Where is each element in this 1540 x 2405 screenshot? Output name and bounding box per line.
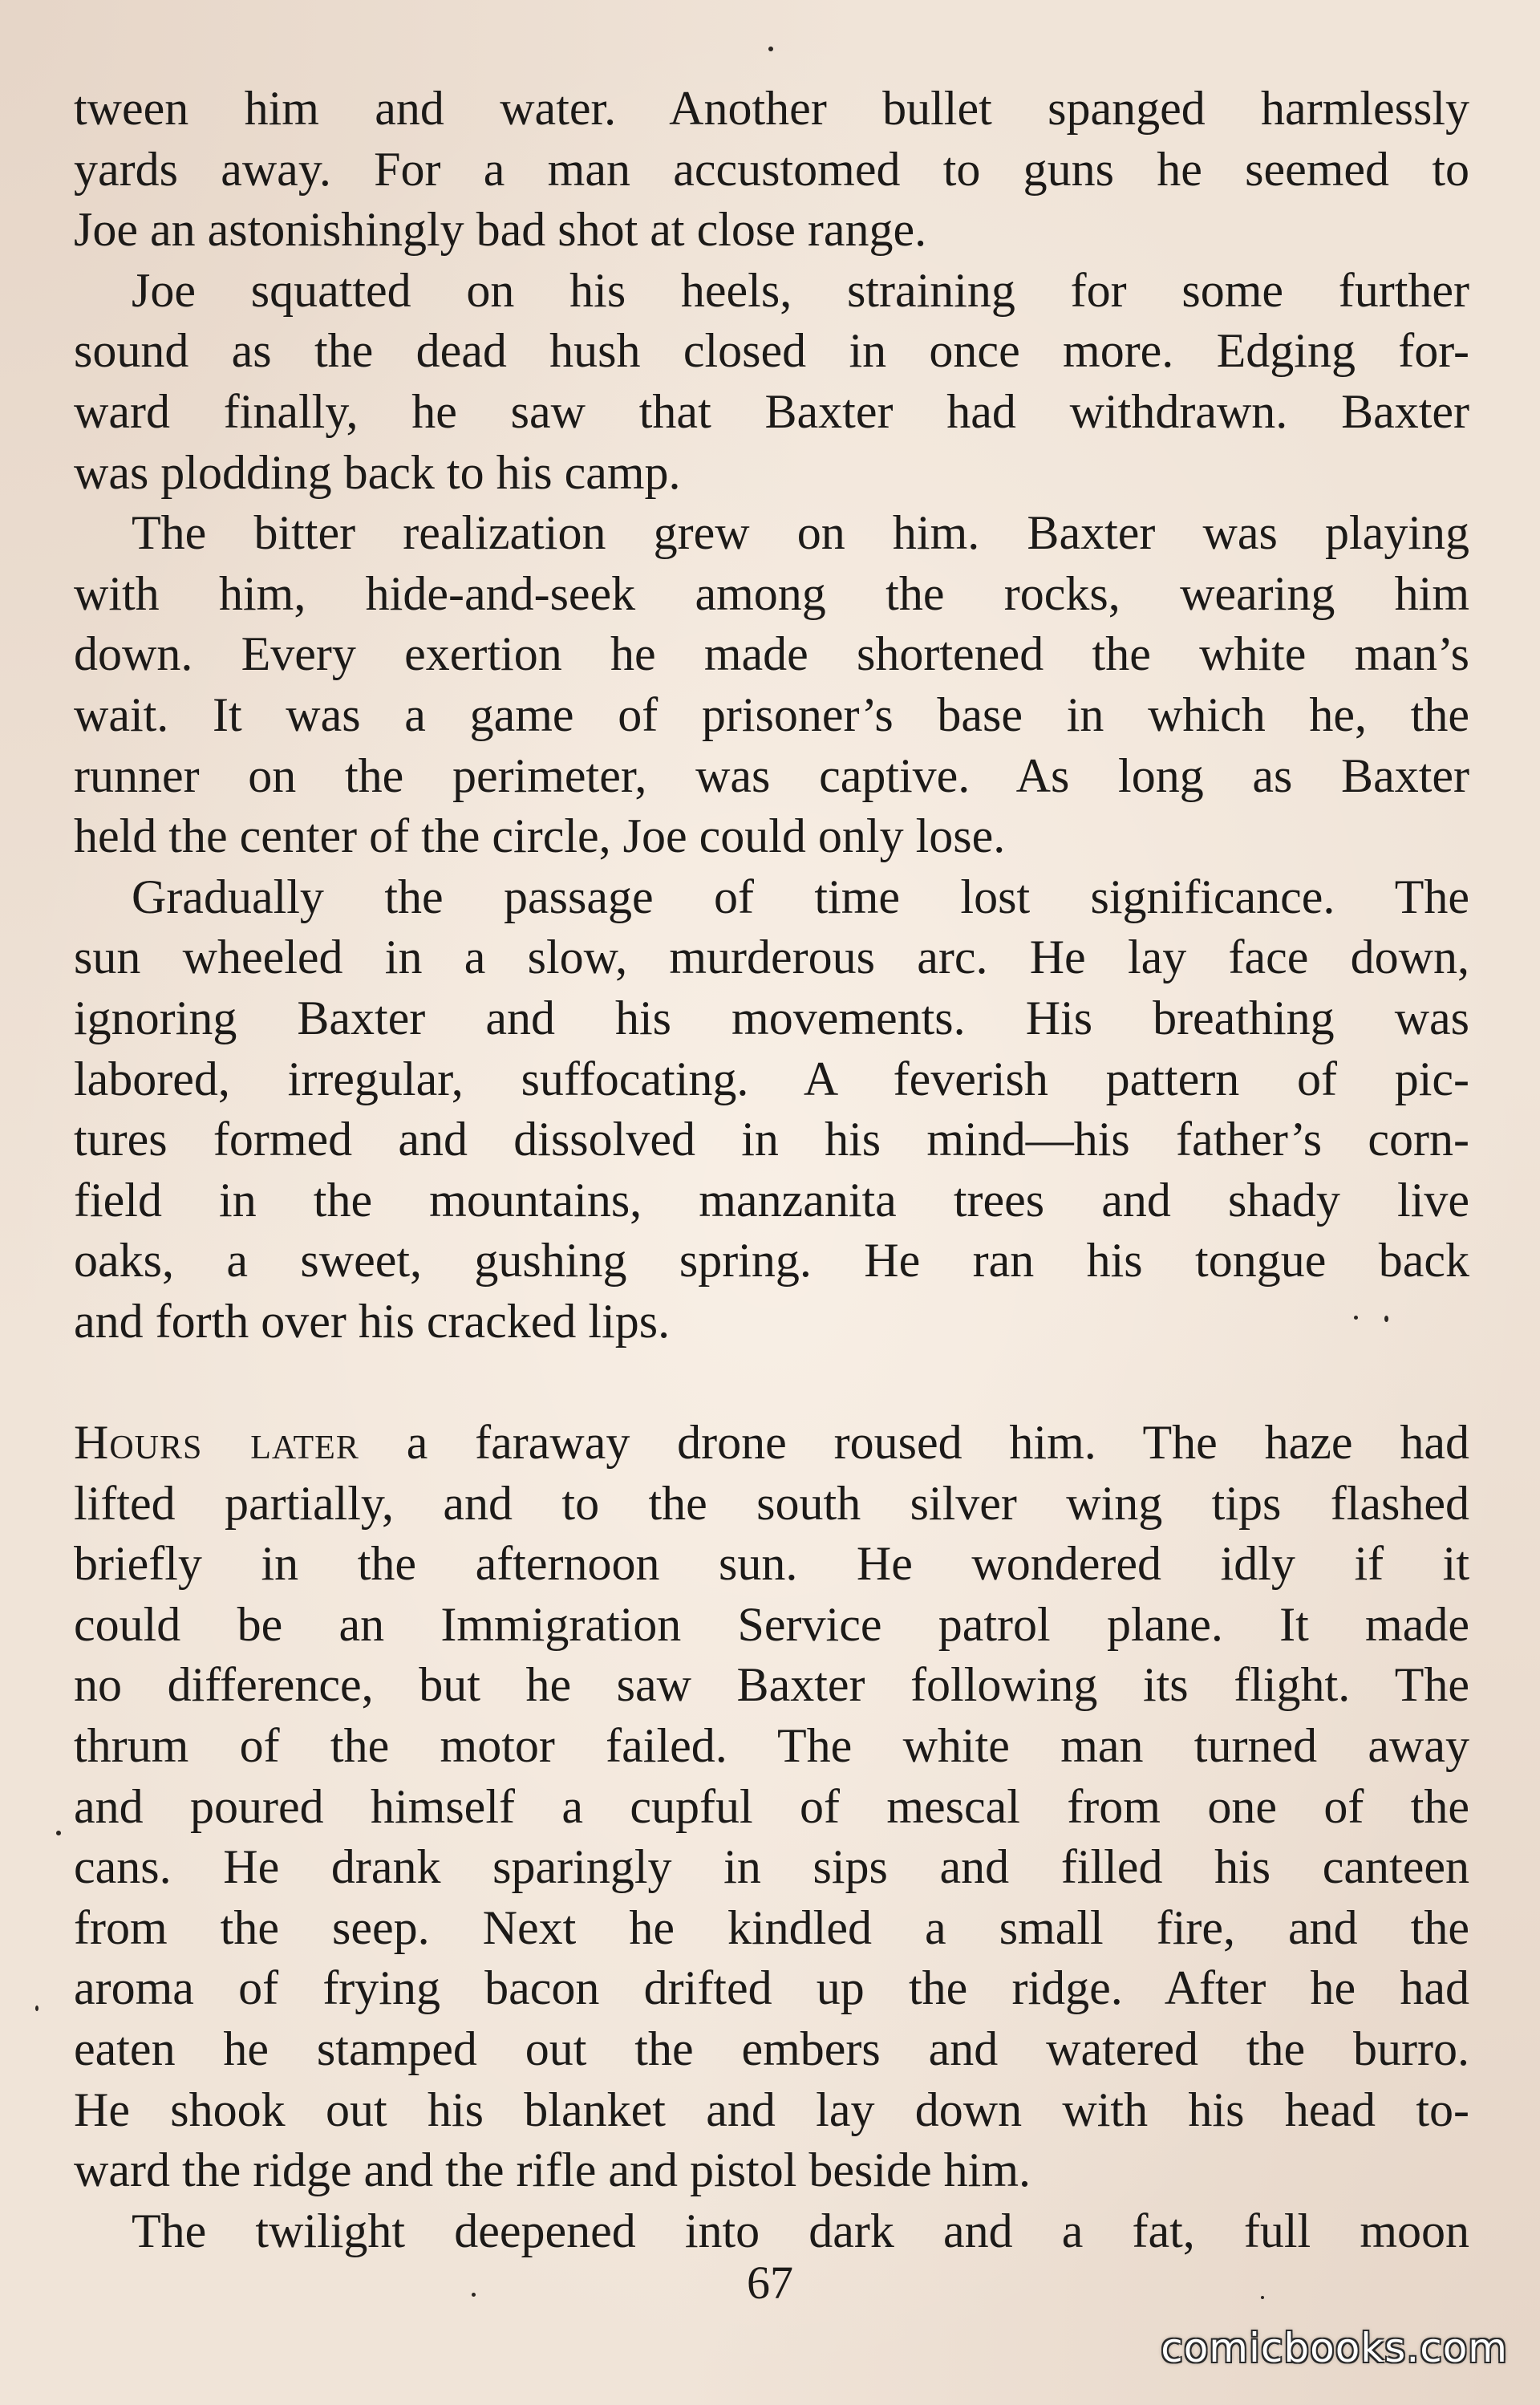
text-line: down. Every exertion he made shortened the white man’s (74, 627, 1469, 681)
text-line: runner on the perimeter, was captive. As long as Baxter (74, 748, 1469, 802)
text-line: aroma of frying bacon drifted up the ridge. After he had (74, 1961, 1469, 2015)
paragraph (74, 2201, 1469, 2262)
section-break-space (74, 1352, 1469, 1413)
print-speck (768, 47, 773, 51)
text-line: ignoring Baxter and his movements. His breathing was (74, 991, 1469, 1044)
print-speck (56, 1831, 61, 1835)
text-line: sun wheeled in a slow, murderous arc. He lay face down, (74, 931, 1469, 984)
watermark: comicbooks.com (1161, 2325, 1508, 2371)
text-line: no difference, but he saw Baxter following its flight. The (74, 1658, 1469, 1712)
text-line: Joe an astonishingly bad shot at close range. (74, 203, 927, 257)
text-line: labored, irregular, suffocating. A feverish pattern of pic- (74, 1052, 1469, 1105)
text-line: ward the ridge and the rifle and pistol beside him. (74, 2143, 1031, 2197)
section-first-line-rest: a faraway drone roused him. The haze had (359, 1416, 1469, 1470)
text-line: He shook out his blanket and lay down with his head to- (74, 2083, 1469, 2136)
text-line: tures formed and dissolved in his mind—his father’s corn- (74, 1113, 1469, 1166)
print-speck (1261, 2296, 1264, 2299)
paragraph (74, 867, 1469, 1353)
section-lead-in: Hours later (74, 1416, 359, 1470)
text-line: sound as the dead hush closed in once more. Edging for- (74, 324, 1469, 378)
print-speck (35, 2006, 38, 2011)
text-line: Gradually the passage of time lost significance. The (132, 870, 1469, 923)
paragraph (74, 79, 1469, 261)
text-line (74, 1413, 1469, 1474)
print-speck (1384, 1316, 1388, 1322)
text-line: oaks, a sweet, gushing spring. He ran his tongue back (74, 1234, 1469, 1288)
page-text-block (74, 79, 1469, 2261)
text-line: eaten he stamped out the embers and watered the burro. (74, 2022, 1469, 2075)
print-speck (472, 2293, 476, 2297)
text-line: and poured himself a cupful of mescal from one of the (74, 1779, 1469, 1833)
text-line: The bitter realization grew on him. Baxter was playing (132, 506, 1469, 560)
text-line: ward finally, he saw that Baxter had withdrawn. Baxter (74, 384, 1469, 438)
text-line: The twilight deepened into dark and a fat, full moon (132, 2204, 1469, 2257)
page-number: 67 (747, 2257, 793, 2309)
text-line: thrum of the motor failed. The white man turned away (74, 1719, 1469, 1773)
text-line: held the center of the circle, Joe could only lose. (74, 809, 1006, 863)
text-line: wait. It was a game of prisoner’s base in which he, the (74, 687, 1469, 741)
text-line: with him, hide-and-seek among the rocks, wearing him (74, 566, 1469, 620)
text-line: field in the mountains, manzanita trees and shady live (74, 1173, 1469, 1227)
text-line: could be an Immigration Service patrol plane. It made (74, 1597, 1469, 1651)
print-speck (1354, 1316, 1358, 1320)
text-line: from the seep. Next he kindled a small fire, and the (74, 1900, 1469, 1954)
text-line: yards away. For a man accustomed to guns he seemed to (74, 142, 1469, 196)
text-line: lifted partially, and to the south silver wing tips flashed (74, 1476, 1469, 1530)
text-line: and forth over his cracked lips. (74, 1294, 671, 1348)
text-line: tween him and water. Another bullet spanged harmlessly (74, 82, 1469, 135)
paragraph (74, 261, 1469, 503)
text-line: cans. He drank sparingly in sips and filled his canteen (74, 1840, 1469, 1894)
text-line: Joe squatted on his heels, straining for some further (132, 263, 1469, 317)
text-line: was plodding back to his camp. (74, 445, 681, 499)
text-line: briefly in the afternoon sun. He wondered idly if it (74, 1537, 1469, 1591)
paragraph (74, 503, 1469, 867)
paragraph (74, 1413, 1469, 2201)
